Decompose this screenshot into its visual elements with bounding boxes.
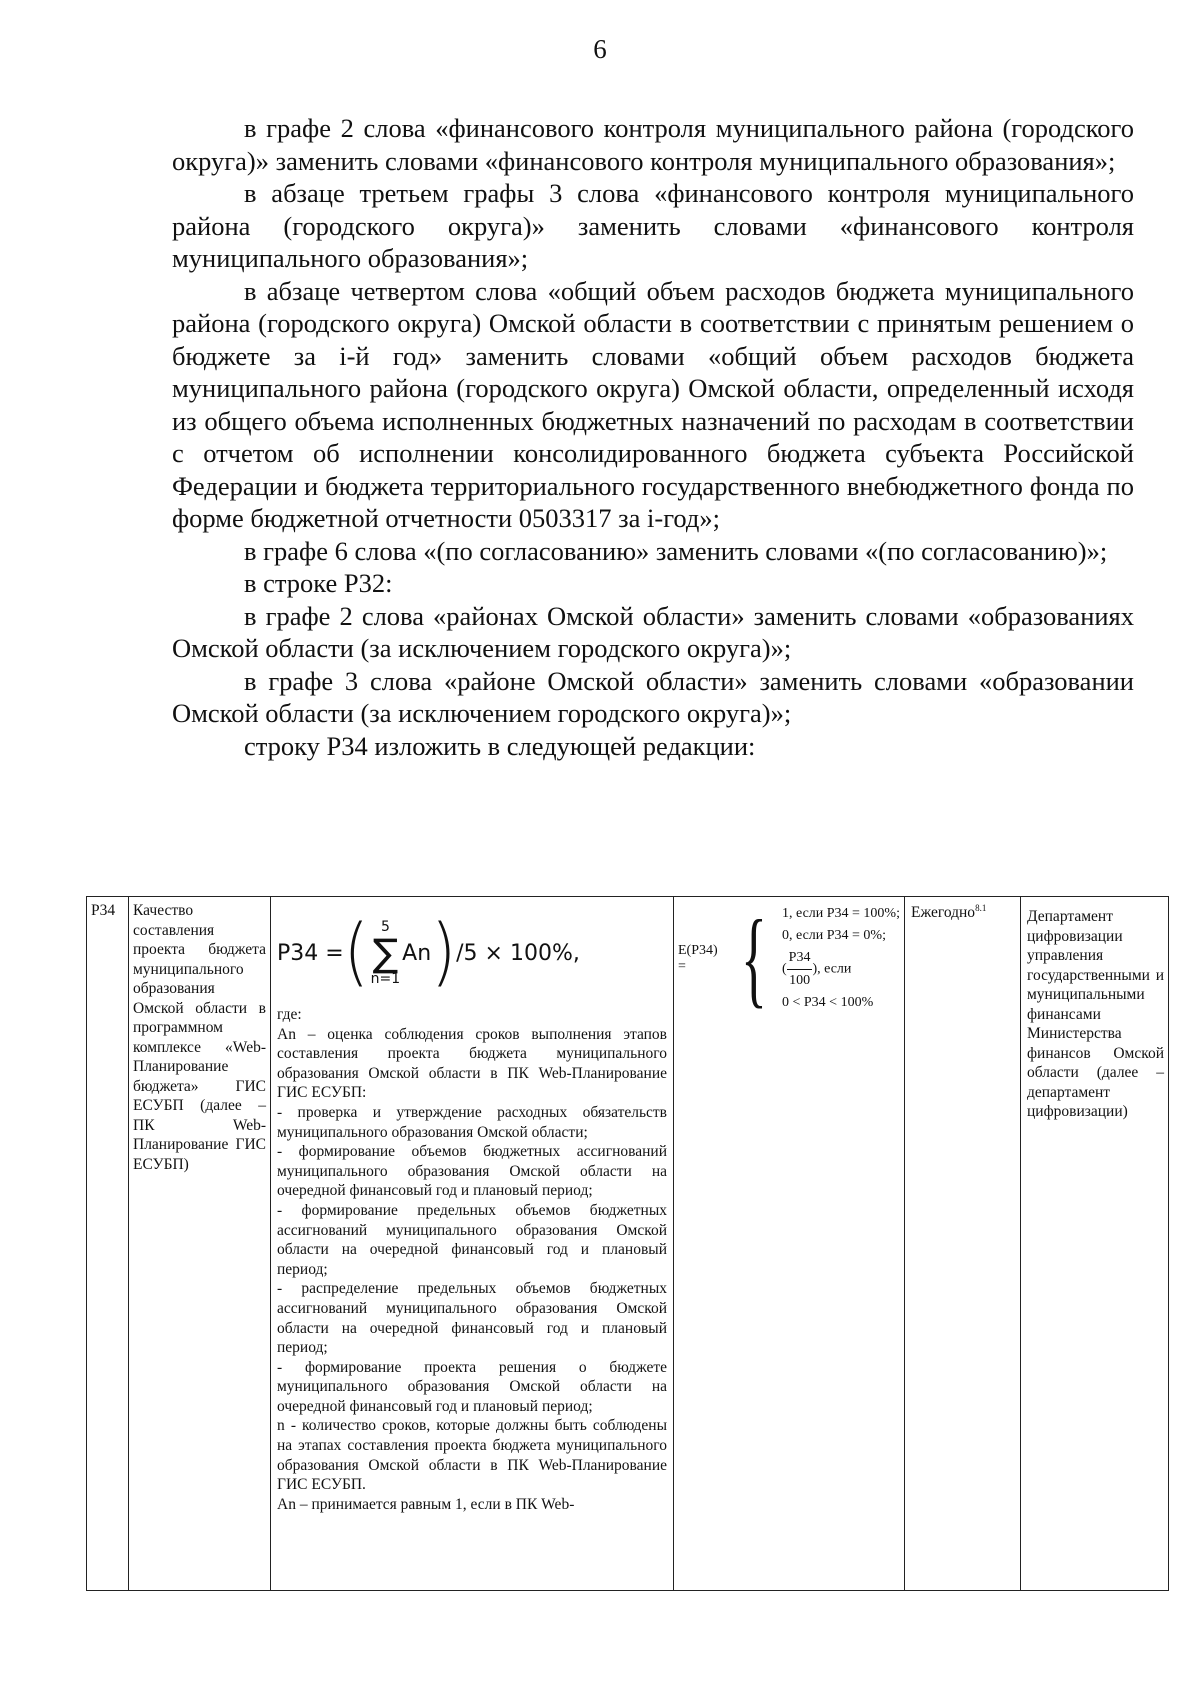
paragraph: в графе 2 слова «финансового контроля муниципального района (городского округа)» заменить словами «финансового контроля муниципального образования»; (172, 113, 1134, 176)
period-cell (905, 897, 1021, 1591)
evaluation-case: 0 < Р34 < 100% (782, 995, 874, 1010)
brace-icon: { (741, 898, 768, 1018)
table-row (87, 897, 1169, 1591)
page-number: 6 (593, 34, 607, 64)
row-code: Р34 (87, 897, 129, 1591)
formula-line: - проверка и утверждение расходных обязательств муниципального образования Омской области; (277, 1103, 667, 1141)
formula: Р34 = ( 5 ∑ n=1 An ) /5 × 100%, (277, 910, 580, 996)
evaluation-formula (678, 898, 900, 1018)
formula-lhs: Р34 = (277, 940, 344, 966)
responsible-party: Департамент цифровизации управления государственными и муниципальными финансами Министерства финансов Омской области (далее – департамент цифровизации) (1021, 897, 1169, 1591)
formula-where: где: (277, 1006, 302, 1023)
formula-line: - формирование объемов бюджетных ассигнований муниципального образования Омской области на очередной финансовый год и плановый период; (277, 1143, 667, 1200)
amendment-text (172, 112, 1134, 762)
evaluation-case: 1, если Р34 = 100%; (782, 906, 900, 921)
indicator-table (86, 896, 1169, 1591)
evaluation-lhs: E(Р34) = (678, 942, 718, 974)
formula-line: An – оценка соблюдения сроков выполнения этапов составления проекта бюджета муниципального образования Омской области в ПК Web-Планирование ГИС ЕСУБП: (277, 1025, 667, 1102)
paragraph: в графе 6 слова «(по согласованию» заменить словами «(по согласованию)»; (244, 535, 1108, 566)
evaluation-cases (782, 903, 900, 1014)
period-footnote: 8.1 (975, 903, 987, 913)
paragraph: в графе 3 слова «районе Омской области» заменить словами «образовании Омской области (за исключением городского округа)»; (172, 665, 1134, 728)
formula-line: - распределение предельных объемов бюджетных ассигнований муниципального образования Омской области на очередной финансовый год и плановый период; (277, 1280, 667, 1357)
period: Ежегодно (911, 904, 976, 922)
indicator-name: Качество составления проекта бюджета муниципального образования Омской области в программном комплексе «Web-Планирование бюджета» ГИС ЕСУБП (далее – ПК Web-Планирование ГИС ЕСУБП) (129, 897, 271, 1591)
formula-line: - формирование предельных объемов бюджетных ассигнований муниципального образования Омской области на очередной финансовый год и плановый период; (277, 1201, 667, 1278)
formula-line: n - количество сроков, которые должны быть соблюдены на этапах составления проекта бюджета муниципального образования Омской области в ПК Web-Планирование ГИС ЕСУБП. (277, 1417, 667, 1494)
fraction: $\frac{Р34}{100}$ (787, 947, 813, 992)
sum-term: An (402, 940, 432, 966)
paragraph: строку Р34 изложить в следующей редакции: (244, 730, 756, 761)
evaluation-case: 0, если Р34 = 0%; (782, 928, 886, 943)
paragraph: в строке Р32: (244, 568, 393, 598)
sum-operator (371, 920, 401, 986)
sum-upper: 5 (380, 919, 390, 935)
paragraph: в абзаце четвертом слова «общий объем расходов бюджета муниципального района (городского округа) Омской области в соответствии с принятым решением о бюджете за i-й год» заменить словами «общий объем расходов бюджета муниципального района (городского округа) Омской области, определенный исходя из общего объема исполненных бюджетных назначений по расходам в соответствии с отчетом об исполнении консолидированного бюджета субъекта Российской Федерации и бюджета территориального государственного внебюджетного фонда по форме бюджетной отчетности 0503317 за i-год»; (172, 275, 1134, 533)
formula-tail: /5 × 100%, (456, 940, 580, 966)
evaluation-case: ( $\frac{Р34}{100}$ ), если (782, 947, 900, 992)
formula-line: An – принимается равным 1, если в ПК Web- (277, 1495, 575, 1513)
paragraph: в абзаце третьем графы 3 слова «финансового контроля муниципального района (городского округа)» заменить словами «финансового контроля муниципального образования»; (172, 178, 1134, 273)
formula-line: - формирование проекта решения о бюджете муниципального образования Омской области на очередной финансовый год и плановый период; (277, 1358, 667, 1415)
paragraph: в графе 2 слова «районах Омской области» заменить словами «образованиях Омской области (за исключением городского округа)»; (172, 600, 1134, 663)
sum-lower: n=1 (370, 971, 401, 987)
sigma-icon: ∑ (372, 931, 399, 975)
evaluation-cell (674, 897, 905, 1591)
formula-cell (271, 897, 674, 1591)
